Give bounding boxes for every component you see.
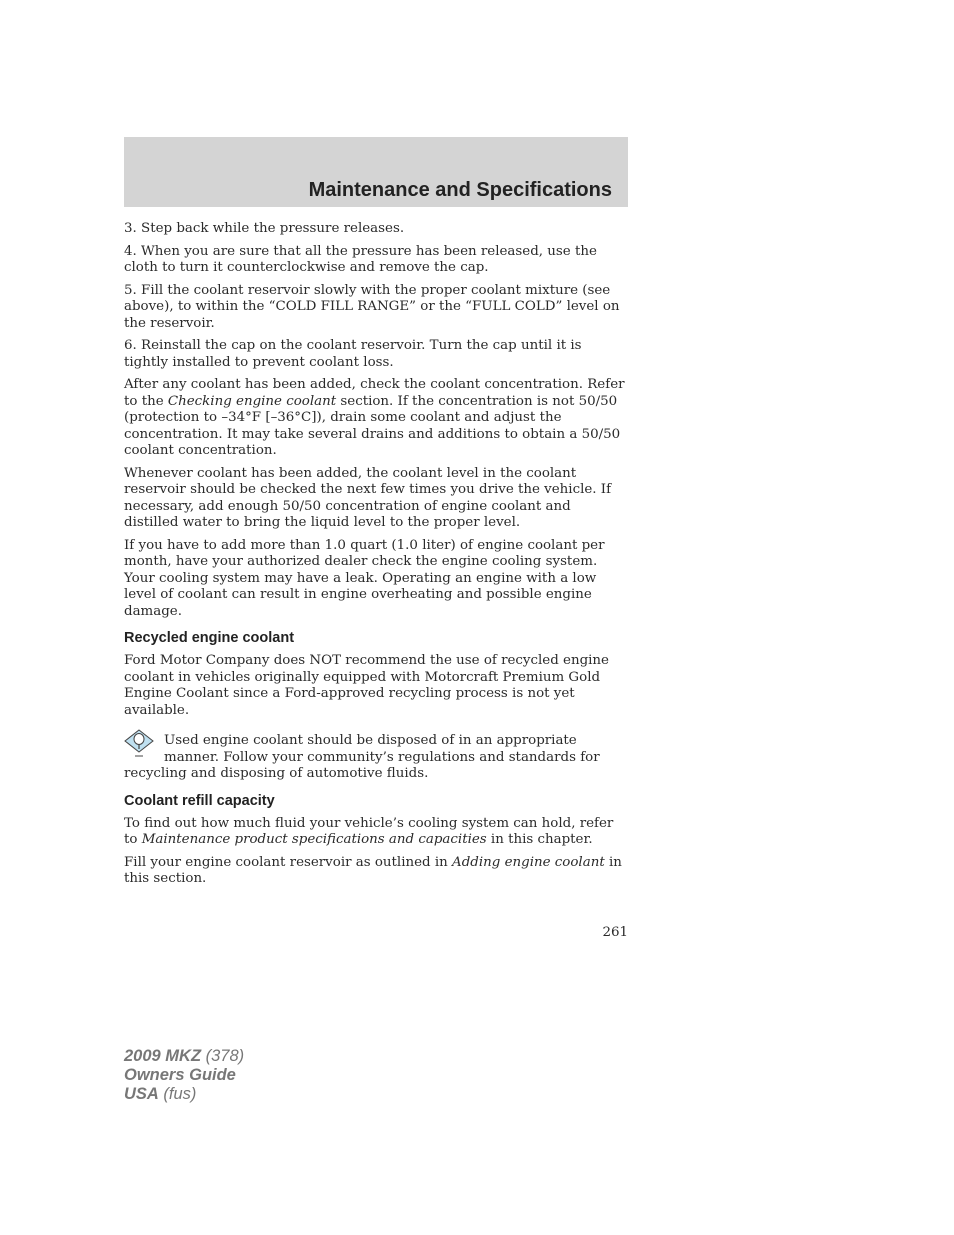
footer-line-3: USA (fus) bbox=[124, 1085, 197, 1103]
cross-reference: Adding engine coolant bbox=[452, 854, 605, 870]
footer bbox=[124, 1047, 244, 1104]
paragraph-refill-reservoir: Fill your engine coolant reservoir as outlined in Adding engine coolant in this section. bbox=[124, 854, 622, 886]
page-number: 261 bbox=[602, 925, 628, 940]
tree-icon bbox=[124, 729, 154, 757]
paragraph-leak: If you have to add more than 1.0 quart (1.0 liter) of engine coolant per month, have your authorized dealer check the engine cooling system. Your cooling system may have a leak. Operating an engine with a low level of coolant can result in engine overheating and possible engine damage. bbox=[124, 537, 605, 619]
paragraph-concentration: After any coolant has been added, check the coolant concentration. Refer to the Checking engine coolant section. If the concentration is not 50/50 (protection to –34°F [–36°C]), drain some coolant and adjust the concentration. It may take several drains and additions to obtain a 50/50 coolant concentration. bbox=[124, 377, 625, 458]
cross-reference: Checking engine coolant bbox=[167, 393, 337, 409]
step-4: 4. When you are sure that all the pressure has been released, use the cloth to turn it counterclockwise and remove the cap. bbox=[124, 243, 597, 275]
content bbox=[124, 221, 628, 894]
step-6: 6. Reinstall the cap on the coolant reservoir. Turn the cap until it is tightly installed to prevent coolant loss. bbox=[124, 338, 582, 370]
header-band bbox=[124, 137, 628, 207]
environment-note: Used engine coolant should be disposed of in an appropriate manner. Follow your community’s regulations and standards for recycling and disposing of automotive fluids. bbox=[124, 733, 628, 783]
footer-line-2: Owners Guide bbox=[124, 1066, 236, 1084]
footer-line-1: 2009 MKZ (378) bbox=[124, 1047, 245, 1065]
page-title: Maintenance and Specifications bbox=[308, 179, 612, 201]
section-heading-recycled: Recycled engine coolant bbox=[124, 630, 295, 646]
step-5: 5. Fill the coolant reservoir slowly with the proper coolant mixture (see above), to within the “COLD FILL RANGE” or the “FULL COLD” level on the reservoir. bbox=[124, 282, 620, 331]
paragraph-recycled: Ford Motor Company does NOT recommend the use of recycled engine coolant in vehicles originally equipped with Motorcraft Premium Gold Engine Coolant since a Ford-approved recycling process is not yet available. bbox=[124, 653, 609, 718]
step-3: 3. Step back while the pressure releases. bbox=[124, 221, 405, 236]
paragraph-check-level: Whenever coolant has been added, the coolant level in the coolant reservoir should be checked the next few times you drive the vehicle. If necessary, add enough 50/50 concentration of engine coolant and distilled water to bring the liquid level to the proper level. bbox=[124, 465, 612, 530]
section-heading-refill: Coolant refill capacity bbox=[124, 792, 275, 809]
paragraph-refill-capacity: To find out how much fluid your vehicle’s cooling system can hold, refer to Maintenance product specifications and capacities in this chapter. bbox=[124, 815, 614, 847]
cross-reference: Maintenance product specifications and capacities bbox=[141, 832, 487, 847]
